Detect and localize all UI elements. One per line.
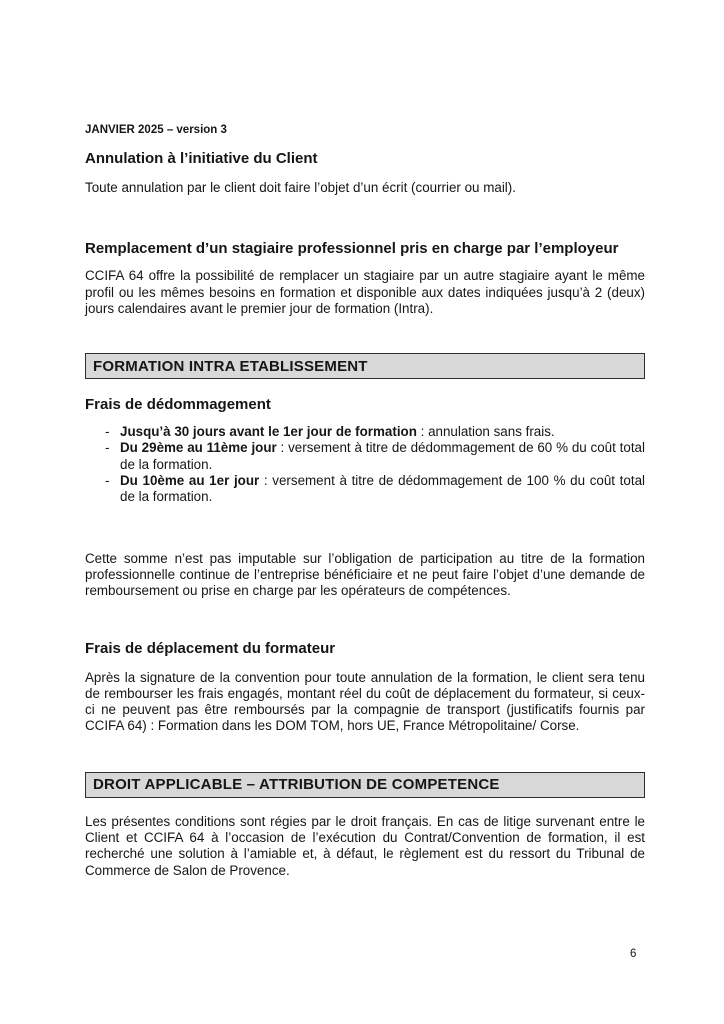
frais-dedommagement-heading: Frais de dédommagement (85, 396, 271, 414)
annulation-heading: Annulation à l’initiative du Client (85, 150, 318, 167)
section-banner-formation-intra (85, 353, 645, 379)
dash-bullet: - (105, 473, 110, 489)
list-item-rest: : versement à titre de dédommagement de 100 % du coût total de la formation. (120, 473, 645, 505)
list-item-lead: Du 29ème au 11ème jour (120, 440, 277, 456)
section-banner-droit-applicable (85, 772, 645, 798)
list-item-text (120, 440, 645, 473)
remplacement-heading: Remplacement d’un stagiaire professionnel pris en charge par l’employeur (85, 240, 619, 258)
dedommagement-list (85, 424, 645, 505)
list-item-lead: Du 10ème au 1er jour (120, 473, 260, 489)
list-item (85, 473, 645, 506)
page-number: 6 (630, 948, 637, 960)
list-item-text (120, 424, 645, 440)
dash-bullet: - (105, 424, 110, 440)
version-note: JANVIER 2025 – version 3 (85, 124, 227, 136)
list-item-text (120, 473, 645, 506)
list-item-lead: Jusqu’à 30 jours avant le 1er jour de formation (120, 424, 417, 440)
list-item (85, 424, 645, 440)
frais-deplacement-body: Après la signature de la convention pour toute annulation de la formation, le client sera tenu de rembourser les frais engagés, montant réel du coût de déplacement du formateur, si ceux-ci ne peuvent pas être remboursés par la compagnie de transport (justificatifs fournis par CCIFA 64) : Formation dans les DOM TOM, hors UE, France Métropolitaine/ Corse. (85, 669, 645, 734)
section-banner-droit-applicable-label: DROIT APPLICABLE – ATTRIBUTION DE COMPETENCE (93, 776, 500, 794)
frais-deplacement-heading: Frais de déplacement du formateur (85, 639, 336, 657)
list-item (85, 440, 645, 473)
imputation-note: Cette somme n’est pas imputable sur l’obligation de participation au titre de la formation professionnelle continue de l’entreprise bénéficiaire et ne peut faire l’objet d’une demande de remboursement ou prise en charge par les opérateurs de compétences. (85, 550, 645, 599)
droit-applicable-body: Les présentes conditions sont régies par le droit français. En cas de litige survenant entre le Client et CCIFA 64 à l’occasion de l’exécution du Contrat/Convention de formation, il est recherché une solution à l’amiable et, à défaut, le règlement est du ressort du Tribunal de Commerce de Salon de Provence. (85, 813, 645, 878)
remplacement-body: CCIFA 64 offre la possibilité de remplacer un stagiaire par un autre stagiaire ayant le même profil ou les mêmes besoins en formation et disponible aux dates indiquées jusqu’à 2 (deux) jours calendaires avant le premier jour de formation (Intra). (85, 268, 645, 316)
list-item-rest: : versement à titre de dédommagement de 60 % du coût total de la formation. (120, 440, 645, 472)
section-banner-formation-intra-label: FORMATION INTRA ETABLISSEMENT (93, 357, 368, 375)
annulation-body: Toute annulation par le client doit faire l’objet d’un écrit (courrier ou mail). (85, 180, 516, 195)
list-item-rest: : annulation sans frais. (416, 424, 555, 440)
dash-bullet: - (105, 440, 110, 456)
